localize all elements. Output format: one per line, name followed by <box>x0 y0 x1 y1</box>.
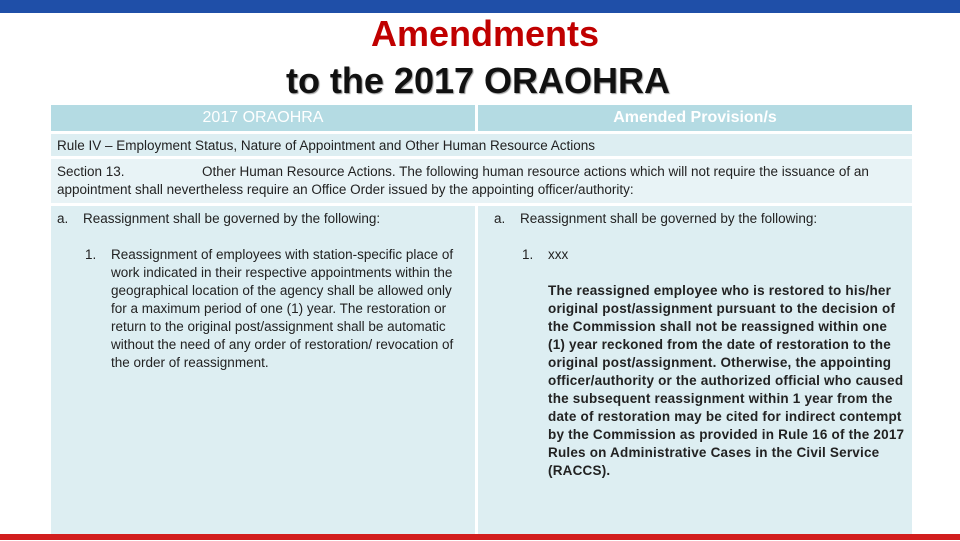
list-marker: 1. <box>522 247 534 262</box>
table-row <box>50 158 914 205</box>
header-amended: Amended Provision/s <box>477 104 914 133</box>
table-header-row <box>50 104 914 133</box>
amended-provision-cell <box>477 205 914 540</box>
amendments-table <box>48 102 915 541</box>
list-marker: a. <box>57 211 69 226</box>
section-cell <box>50 158 914 205</box>
list-item <box>484 246 906 264</box>
header-original: 2017 ORAOHRA <box>50 104 477 133</box>
list-item <box>57 210 469 228</box>
list-item <box>57 246 469 372</box>
list-text: xxx <box>548 247 569 262</box>
section-label: Section 13. <box>57 164 125 179</box>
top-accent-bar <box>0 0 960 13</box>
list-item <box>484 210 906 228</box>
list-marker: a. <box>494 211 506 226</box>
list-text: Reassignment shall be governed by the following: <box>83 211 381 226</box>
rule-cell: Rule IV – Employment Status, Nature of Appointment and Other Human Resource Actions <box>50 133 914 158</box>
section-text: Other Human Resource Actions. The following human resource actions which will not require the issuance of an appointment shall nevertheless require an Office Order issued by the appointing officer/authority: <box>57 164 869 197</box>
table-row <box>50 133 914 158</box>
bottom-accent-bar <box>0 534 960 540</box>
original-provision-cell <box>50 205 477 540</box>
amended-paragraph: The reassigned employee who is restored to his/her original post/assignment pursuant to the decision of the Commission shall not be reassigned within one (1) year reckoned from the date of restoration to the original post/assignment. Otherwise, the appointing officer/authority or the authorized official who caused the subsequent reassignment within 1 year from the date of restoration may be cited for indirect contempt by the Commission as provided in Rule 16 of the 2017 Rules on Administrative Cases in the Civil Service (RACCS). <box>548 283 905 478</box>
slide-title: Amendments <box>370 13 600 54</box>
list-marker: 1. <box>85 247 97 262</box>
table-row <box>50 205 914 540</box>
list-text: Reassignment shall be governed by the following: <box>520 211 818 226</box>
list-text: Reassignment of employees with station-specific place of work indicated in their respective appointments within the geographical location of the agency shall be allowed only for a maximum period of one (1) year. The restoration or return to the original post/assignment shall be automatic without the need of any order of restoration/ revocation of the order of reassignment. <box>111 247 454 370</box>
slide-subtitle: to the 2017 ORAOHRA <box>285 60 671 101</box>
